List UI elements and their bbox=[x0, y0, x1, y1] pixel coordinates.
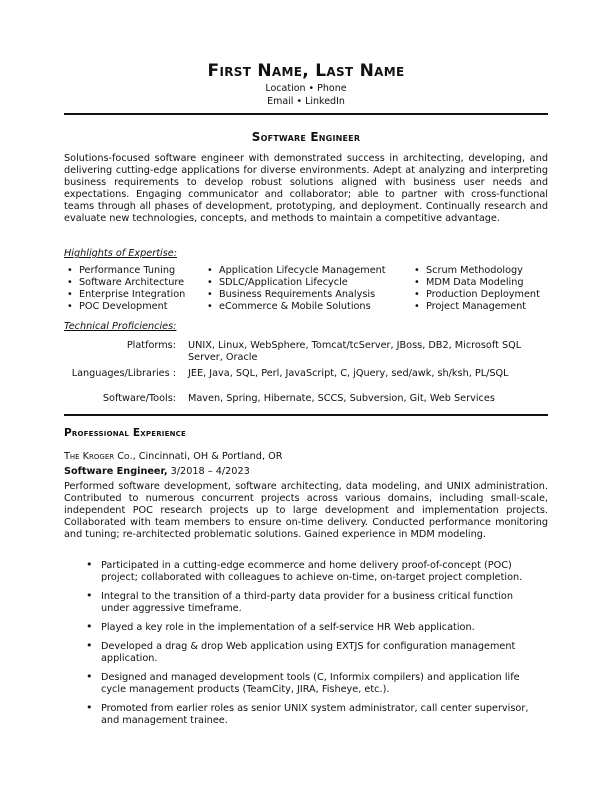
job-dates: 3/2018 – 4/2023 bbox=[167, 466, 250, 477]
achievement-list bbox=[86, 560, 544, 734]
skill-item: • Project Management bbox=[411, 301, 540, 313]
summary-paragraph: Solutions-focused software engineer with demonstrated success in architecting, developing, and delivering cutting-edge applications for diverse environments. Adept at analyzing and interpreting business requirements to develop robust solutions aligned with business user needs and expectations. Engaging communicator and collaborator; able to partner with cross-functional teams through all phases of development, prototyping, and deployment. Continually research and evaluate new technologies, concepts, and methods to maintain a competitive advantage. bbox=[64, 153, 548, 224]
platforms-label: Platforms: bbox=[126, 340, 176, 351]
company-location: , Cincinnati, OH & Portland, OR bbox=[132, 451, 283, 462]
highlights-column-2 bbox=[204, 265, 386, 313]
contact-email-linkedin: Email • LinkedIn bbox=[267, 96, 345, 107]
languages-label: Languages/Libraries : bbox=[71, 368, 176, 379]
skill-item: • Scrum Methodology bbox=[411, 265, 540, 277]
highlights-column-1 bbox=[64, 265, 185, 313]
skill-item: • SDLC/Application Lifecycle bbox=[204, 277, 386, 289]
tools-value: Maven, Spring, Hibernate, SCCS, Subversion, Git, Web Services bbox=[188, 393, 495, 404]
skill-item: • Performance Tuning bbox=[64, 265, 185, 277]
skill-item: • Business Requirements Analysis bbox=[204, 289, 386, 301]
company-name: The Kroger Co. bbox=[64, 451, 133, 462]
achievement-item: • Participated in a cutting-edge ecommerce and home delivery proof-of-concept (POC) project; collaborated with colleagues to achieve on-time, on-target project completion. bbox=[86, 560, 544, 584]
tools-label: Software/Tools: bbox=[102, 393, 176, 404]
technical-heading: Technical Proficiencies: bbox=[64, 321, 177, 332]
skill-item: • Software Architecture bbox=[64, 277, 185, 289]
highlights-column-3 bbox=[411, 265, 540, 313]
achievement-item: • Promoted from earlier roles as senior UNIX system administrator, call center supervisor, and management trainee. bbox=[86, 703, 544, 727]
employer-line bbox=[64, 451, 282, 462]
skill-item: • POC Development bbox=[64, 301, 185, 313]
section-divider bbox=[64, 414, 548, 416]
candidate-name: First Name, Last Name bbox=[207, 61, 405, 81]
highlights-heading: Highlights of Expertise: bbox=[64, 248, 177, 259]
achievement-item: • Integral to the transition of a third-party data provider for a business critical function under aggressive timeframe. bbox=[86, 591, 544, 615]
contact-location-phone: Location • Phone bbox=[265, 83, 347, 94]
header-divider bbox=[64, 113, 548, 115]
languages-value: JEE, Java, SQL, Perl, JavaScript, C, jQuery, sed/awk, sh/ksh, PL/SQL bbox=[188, 368, 509, 379]
platforms-value: UNIX, Linux, WebSphere, Tomcat/tcServer, JBoss, DB2, Microsoft SQL Server, Oracle bbox=[188, 340, 522, 363]
skill-item: • Production Deployment bbox=[411, 289, 540, 301]
summary-title: Software Engineer bbox=[251, 130, 361, 144]
job-description: Performed software development, software architecting, data modeling, and UNIX administration. Contributed to numerous concurrent projects across various domains, including small-scale, independent POC research projects up to large development and implementation projects. Collaborated with team members to ensure on-time delivery. Conducted performance monitoring and tuning; re-architected problematic solutions. Gained experience in MDM modeling. bbox=[64, 481, 548, 540]
skill-item: • Application Lifecycle Management bbox=[204, 265, 386, 277]
achievement-item: • Played a key role in the implementation of a self-service HR Web application. bbox=[86, 622, 544, 634]
skill-item: • Enterprise Integration bbox=[64, 289, 185, 301]
job-line bbox=[64, 466, 250, 477]
achievement-item: • Designed and managed development tools (C, Informix compilers) and application life cycle management products (TeamCity, JIRA, Fisheye, etc.). bbox=[86, 672, 544, 696]
experience-section-title: Professional Experience bbox=[64, 427, 186, 439]
job-title: Software Engineer, bbox=[64, 466, 168, 477]
skill-item: • MDM Data Modeling bbox=[411, 277, 540, 289]
technical-proficiencies-table bbox=[0, 340, 612, 404]
skill-item: • eCommerce & Mobile Solutions bbox=[204, 301, 386, 313]
achievement-item: • Developed a drag & drop Web application using EXTJS for configuration management application. bbox=[86, 641, 544, 665]
